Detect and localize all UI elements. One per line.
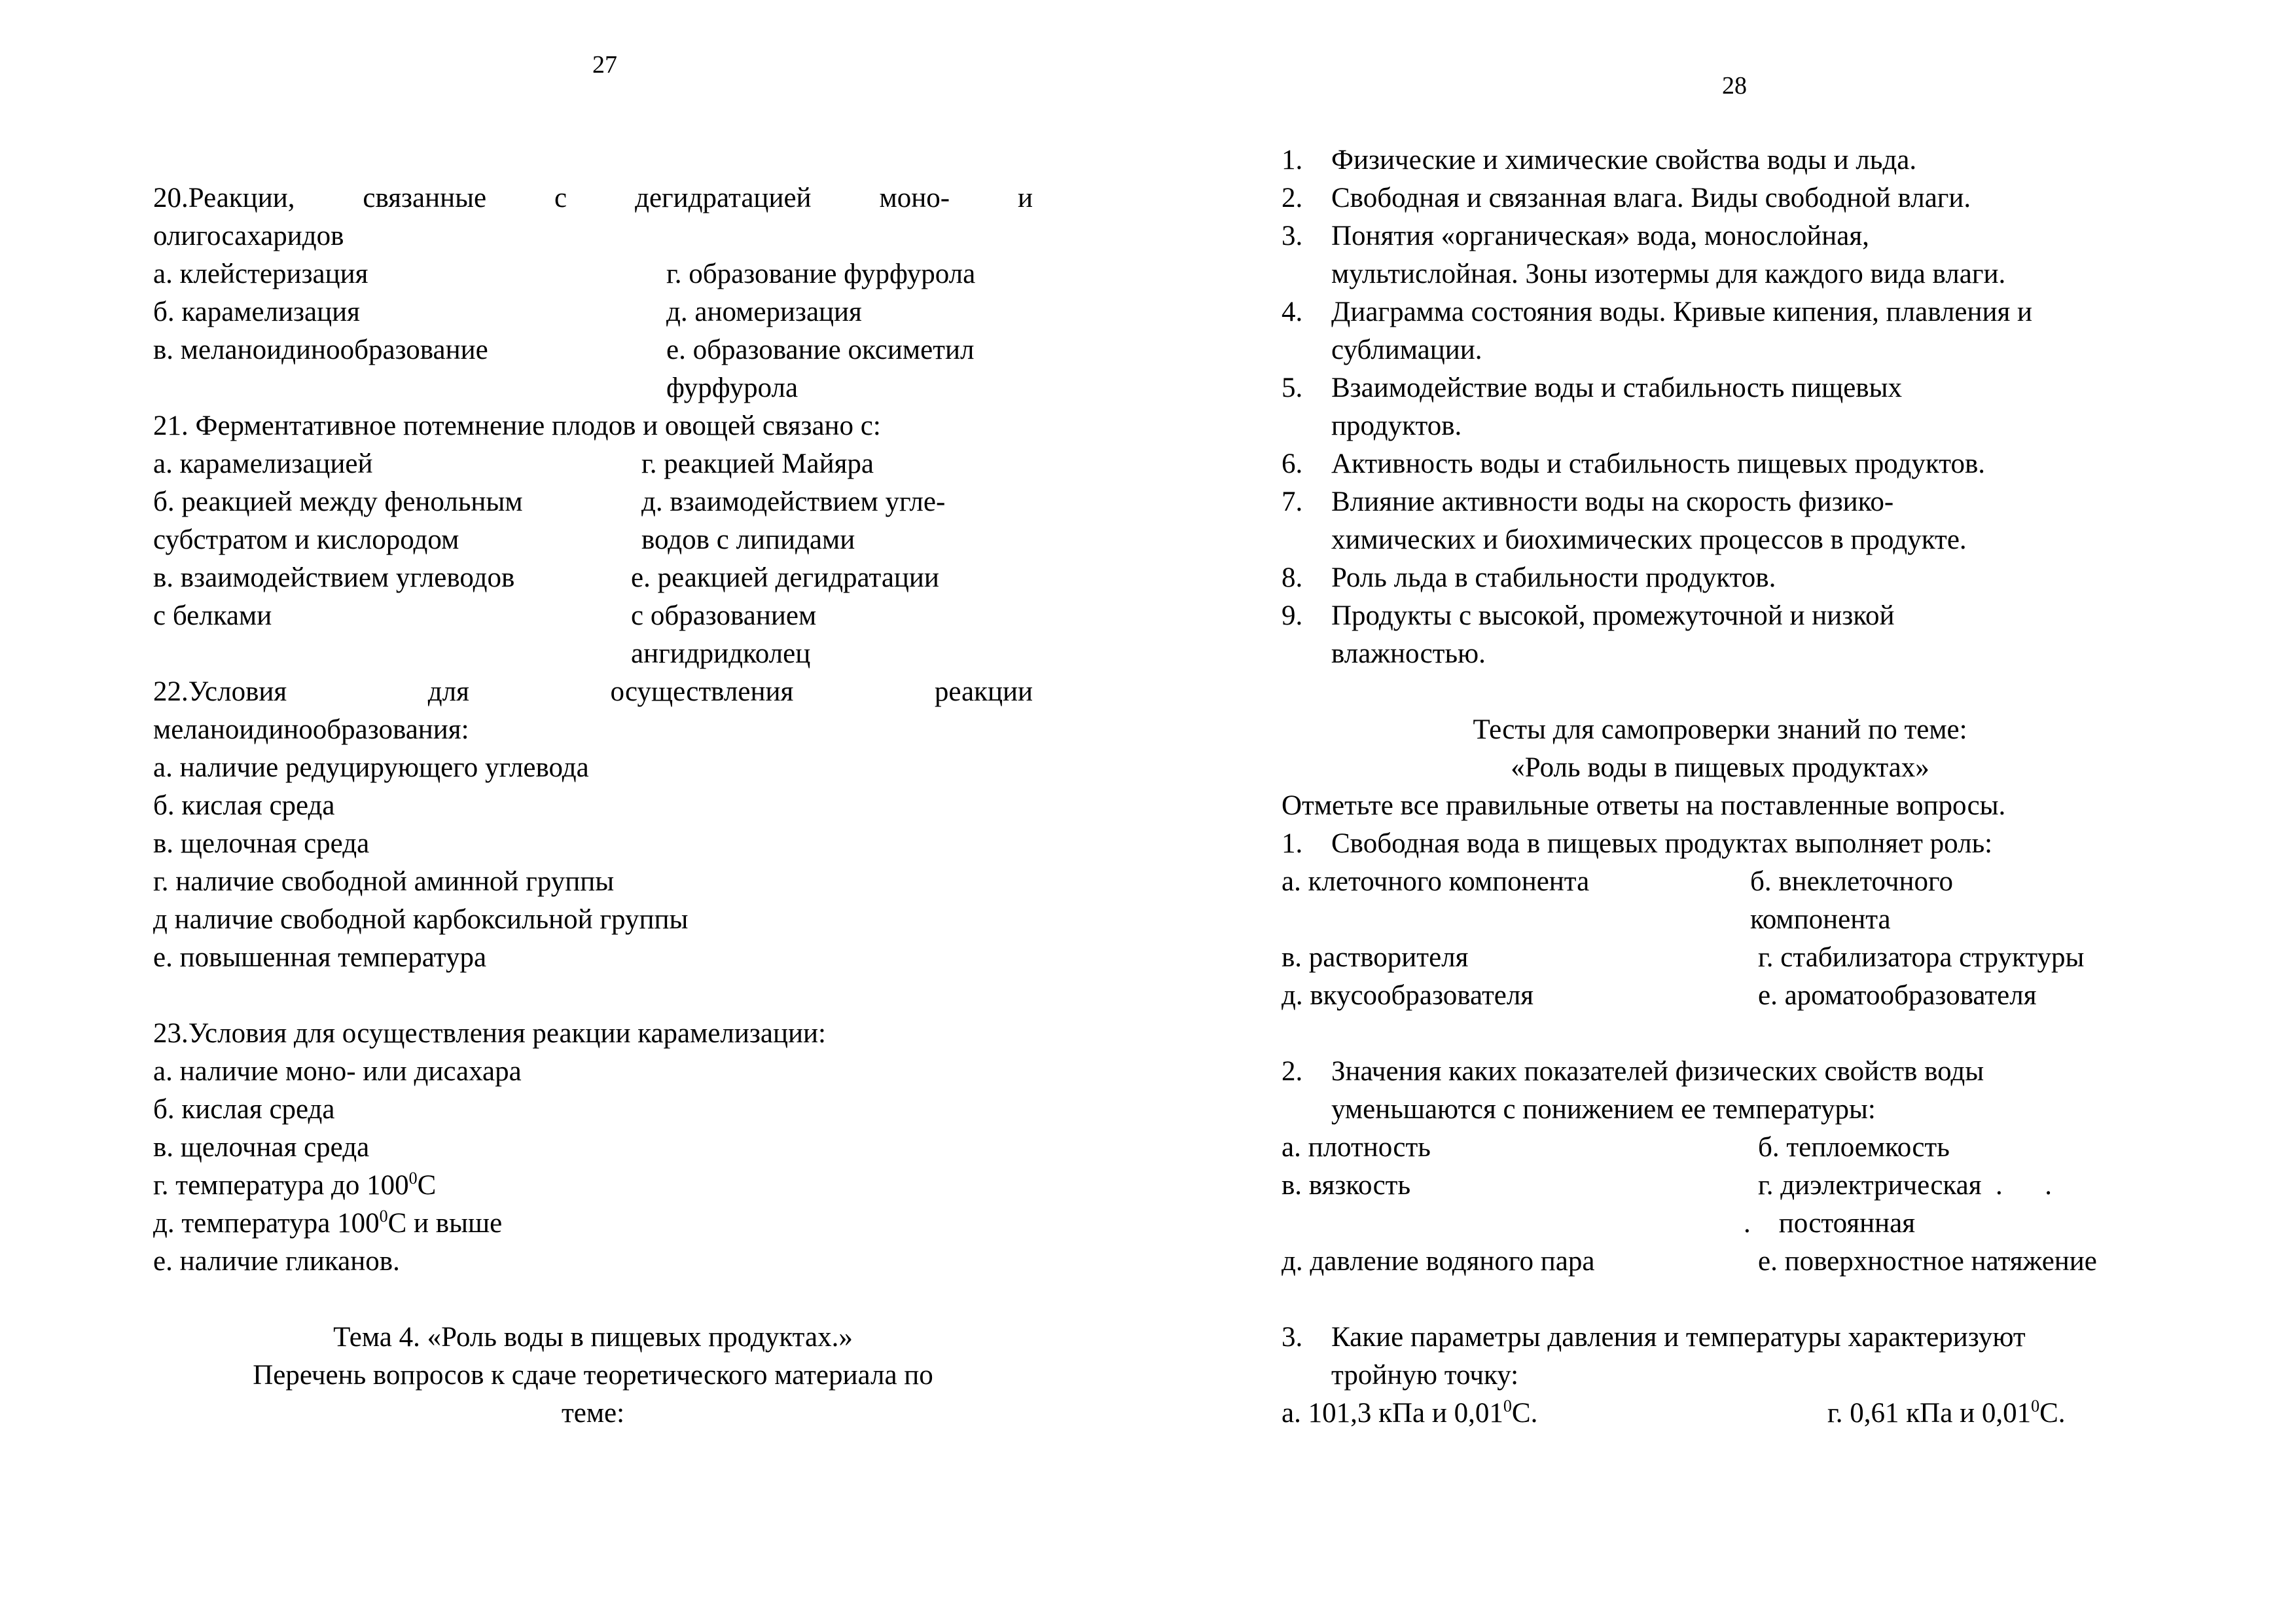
option: б. теплоемкость: [1758, 1132, 1950, 1163]
option: г. реакцией Майяра: [641, 448, 874, 479]
option: е. образование оксиметил: [666, 335, 975, 365]
option: д. вкусообразователя: [1282, 980, 1534, 1011]
test-title: 2. Значения каких показателей физических свойств воды: [1282, 1056, 1984, 1087]
option: в. щелочная среда: [153, 1132, 370, 1163]
test-row: [1282, 901, 2159, 939]
option: б. кислая среда: [153, 1094, 335, 1125]
option: в. щелочная среда: [153, 828, 370, 859]
q22-title: 22.Условия для осуществления реакции: [153, 676, 1033, 707]
option: а. клейстеризация: [153, 259, 368, 289]
q20-row: [153, 255, 1033, 293]
test-row: [1282, 939, 2159, 977]
option: е. реакцией дегидратации: [631, 562, 939, 593]
option-cont: субстратом и кислородом: [153, 524, 459, 555]
option: д. давление водяного пара: [1282, 1246, 1595, 1277]
question-item: 7. Влияние активности воды на скорость физико-: [1282, 486, 1894, 517]
option: в. меланоидинообразование: [153, 335, 488, 365]
option: а. наличие редуцирующего углевода: [153, 752, 589, 783]
topic-subtitle: Перечень вопросов к сдаче теоретического материала по: [253, 1360, 933, 1391]
option: г. стабилизатора структуры: [1758, 942, 2085, 973]
q21-row: [153, 483, 1033, 521]
test-title: 3. Какие параметры давления и температуры характеризуют: [1282, 1322, 2026, 1353]
option: е. повышенная температура: [153, 942, 487, 973]
test-row: [1282, 1167, 2159, 1205]
topic-title: Тема 4. «Роль воды в пищевых продуктах.»: [333, 1322, 853, 1353]
test-row: [1282, 1129, 2159, 1167]
question-item-cont: влажностью.: [1331, 638, 1486, 669]
question-item-cont: продуктов.: [1331, 410, 1462, 441]
question-item: 8. Роль льда в стабильности продуктов.: [1282, 562, 1776, 593]
q21-row: [153, 445, 1033, 483]
q21-row: [153, 559, 1033, 597]
tests-heading: Тесты для самопроверки знаний по теме:: [1473, 714, 1967, 745]
option: е. ароматообразователя: [1758, 980, 2037, 1011]
option: д. аномеризация: [666, 297, 862, 327]
option: е. наличие гликанов.: [153, 1246, 400, 1277]
test-row: [1282, 1395, 2159, 1432]
test-title-cont: тройную точку:: [1331, 1360, 1519, 1391]
q21-title: 21. Ферментативное потемнение плодов и овощей связано с:: [153, 410, 881, 441]
option: а. плотность: [1282, 1132, 1431, 1163]
option: г. диэлектрическая . .: [1758, 1170, 2053, 1201]
option: б. внеклеточного: [1750, 866, 1954, 897]
question-item: 5. Взаимодействие воды и стабильность пищевых: [1282, 373, 1902, 403]
option: г. образование фурфурола: [666, 259, 976, 289]
option: а. 101,3 кПа и 0,01$^0$С.: [1282, 1396, 1538, 1429]
option: а. клеточного компонента: [1282, 866, 1590, 897]
option: в. взаимодействием углеводов: [153, 562, 515, 593]
page-number: 28: [1722, 72, 1747, 100]
left-page: [153, 0, 1033, 1623]
test-title-cont: уменьшаются с понижением ее температуры:: [1331, 1094, 1876, 1125]
question-item-cont: мультислойная. Зоны изотермы для каждого вида влаги.: [1331, 259, 2006, 289]
q21-row: [153, 521, 1033, 559]
question-item-cont: химических и биохимических процессов в продукте.: [1331, 524, 1967, 555]
right-page-content: [1282, 141, 2159, 1432]
option: а. наличие моно- или дисахара: [153, 1056, 522, 1087]
q20-row: [153, 369, 1033, 407]
tests-instruction: Отметьте все правильные ответы на поставленные вопросы.: [1282, 790, 2006, 821]
topic-subtitle: теме:: [561, 1398, 625, 1429]
option: д. взаимодействием угле-: [641, 486, 946, 517]
q21-row: [153, 635, 1033, 673]
option: б. реакцией между фенольным: [153, 486, 523, 517]
option: г. наличие свободной аминной группы: [153, 866, 615, 897]
q23-title: 23.Условия для осуществления реакции карамелизации:: [153, 1018, 826, 1049]
option-cont: фурфурола: [666, 373, 798, 403]
test-row: [1282, 1205, 2159, 1243]
tests-heading: «Роль воды в пищевых продуктах»: [1511, 752, 1929, 783]
option-cont: с образованием: [631, 600, 817, 631]
option: е. поверхностное натяжение: [1758, 1246, 2097, 1277]
question-item: 9. Продукты с высокой, промежуточной и низкой: [1282, 600, 1895, 631]
option: г. температура до $100^0С$: [153, 1169, 437, 1201]
left-page-content: [153, 179, 1033, 1432]
option: в. растворителя: [1282, 942, 1469, 973]
test-row: [1282, 863, 2159, 901]
test-title: 1. Свободная вода в пищевых продуктах выполняет роль:: [1282, 828, 1993, 859]
option: б. карамелизация: [153, 297, 360, 327]
question-item: 1. Физические и химические свойства воды и льда.: [1282, 145, 1917, 175]
page-number: 27: [592, 51, 617, 79]
option: д. температура $100^0С$ и выше: [153, 1207, 503, 1239]
right-page: [1282, 0, 2159, 1623]
test-row: [1282, 977, 2159, 1015]
test-row: [1282, 1243, 2159, 1281]
q21-row: [153, 597, 1033, 635]
option-cont: ангидридколец: [631, 638, 811, 669]
question-item: 4. Диаграмма состояния воды. Кривые кипения, плавления и: [1282, 297, 2033, 327]
option-cont: компонента: [1750, 904, 1891, 935]
question-item-cont: сублимации.: [1331, 335, 1482, 365]
q22-title-cont: меланоидинообразования:: [153, 714, 469, 745]
question-item: 6. Активность воды и стабильность пищевых продуктов.: [1282, 448, 1986, 479]
q20-title-cont: олигосахаридов: [153, 221, 344, 251]
option: д наличие свободной карбоксильной группы: [153, 904, 689, 935]
option-cont: водов с липидами: [641, 524, 855, 555]
option-cont: . постоянная: [1744, 1208, 1915, 1239]
option: г. 0,61 кПа и 0,01$^0$С.: [1827, 1396, 2066, 1429]
q20-row: [153, 293, 1033, 331]
option: а. карамелизацией: [153, 448, 373, 479]
q20-title: 20.Реакции, связанные с дегидратацией моно- и: [153, 183, 1033, 213]
option: в. вязкость: [1282, 1170, 1411, 1201]
question-item: 3. Понятия «органическая» вода, монослойная,: [1282, 221, 1869, 251]
q20-row: [153, 331, 1033, 369]
question-item: 2. Свободная и связанная влага. Виды свободной влаги.: [1282, 183, 1971, 213]
option-cont: с белками: [153, 600, 272, 631]
option: б. кислая среда: [153, 790, 335, 821]
